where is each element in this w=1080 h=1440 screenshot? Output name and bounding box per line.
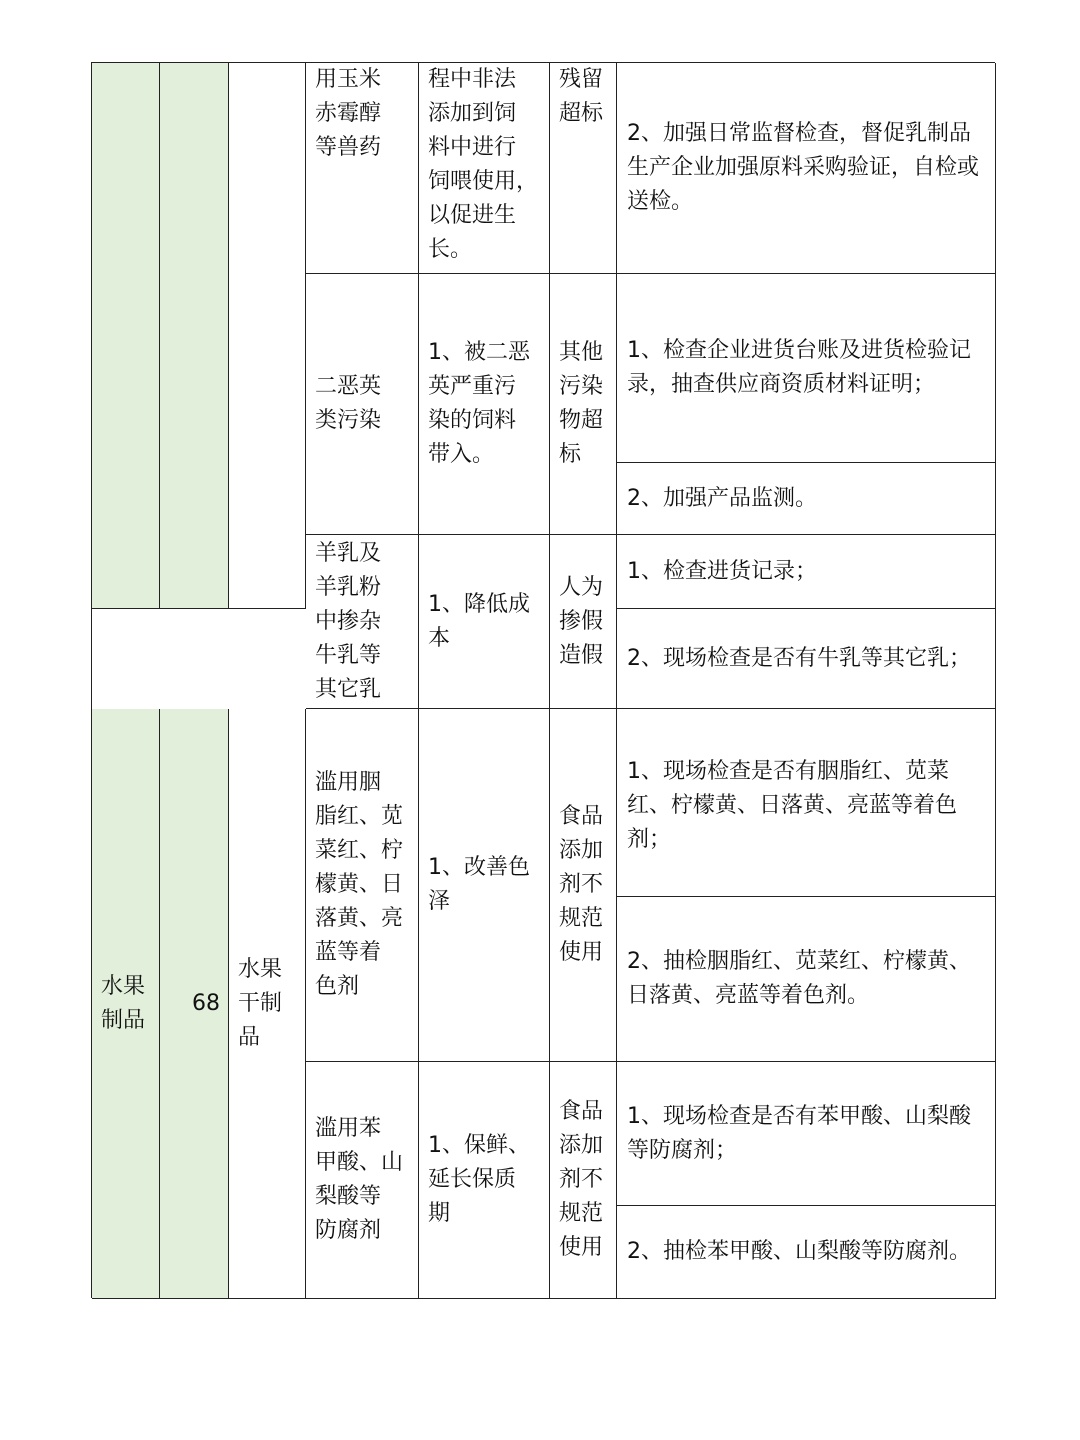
risk-cause-cell: 1、被二恶 英严重污 染的饲料 带入。 bbox=[419, 274, 550, 535]
risk-type-cell: 残留 超标 bbox=[550, 63, 617, 274]
risk-item-cell: 滥用苯 甲酸、山 梨酸等 防腐剂 bbox=[306, 1062, 419, 1299]
measure-cell: 2、加强日常监督检查，督促乳制品生产企业加强原料采购验证，自检或送检。 bbox=[617, 63, 996, 274]
risk-cause-cell: 1、改善色 泽 bbox=[419, 709, 550, 1062]
measure-cell: 1、现场检查是否有苯甲酸、山梨酸等防腐剂； bbox=[617, 1062, 996, 1206]
risk-item-cell: 羊乳及 羊乳粉 中掺杂 牛乳等 其它乳 bbox=[306, 535, 419, 709]
measure-cell: 1、检查企业进货台账及进货检验记录，抽查供应商资质材料证明； bbox=[617, 274, 996, 463]
measure-cell: 2、加强产品监测。 bbox=[617, 463, 996, 535]
risk-item-cell: 用玉米 赤霉醇 等兽药 bbox=[306, 63, 419, 274]
risk-type-cell: 食品 添加 剂不 规范 使用 bbox=[550, 709, 617, 1062]
subcategory-cell: 水果 干制 品 bbox=[229, 709, 306, 1299]
risk-cause-cell: 1、降低成 本 bbox=[419, 535, 550, 709]
risk-item-cell: 二恶英 类污染 bbox=[306, 274, 419, 535]
number-cell-dairy bbox=[160, 63, 229, 609]
risk-type-cell: 食品 添加 剂不 规范 使用 bbox=[550, 1062, 617, 1299]
risk-cause-cell: 程中非法 添加到饲 料中进行 饲喂使用， 以促进生 长。 bbox=[419, 63, 550, 274]
risk-type-cell: 其他 污染 物超 标 bbox=[550, 274, 617, 535]
measure-cell: 1、检查进货记录； bbox=[617, 535, 996, 609]
measure-cell: 1、现场检查是否有胭脂红、苋菜红、柠檬黄、日落黄、亮蓝等着色剂； bbox=[617, 709, 996, 897]
measure-cell: 2、现场检查是否有牛乳等其它乳； bbox=[617, 609, 996, 709]
measure-cell: 2、抽检苯甲酸、山梨酸等防腐剂。 bbox=[617, 1206, 996, 1299]
inspection-table bbox=[91, 62, 995, 1298]
risk-cause-cell: 1、保鲜、 延长保质 期 bbox=[419, 1062, 550, 1299]
risk-item-cell: 滥用胭 脂红、苋 菜红、柠 檬黄、日 落黄、亮 蓝等着 色剂 bbox=[306, 709, 419, 1062]
subcategory-cell-dairy bbox=[229, 63, 306, 609]
number-cell: 68 bbox=[160, 709, 229, 1299]
measure-cell: 2、抽检胭脂红、苋菜红、柠檬黄、日落黄、亮蓝等着色剂。 bbox=[617, 897, 996, 1062]
category-cell: 水果 制品 bbox=[92, 709, 160, 1299]
risk-type-cell: 人为 掺假 造假 bbox=[550, 535, 617, 709]
category-cell-dairy bbox=[92, 63, 160, 609]
